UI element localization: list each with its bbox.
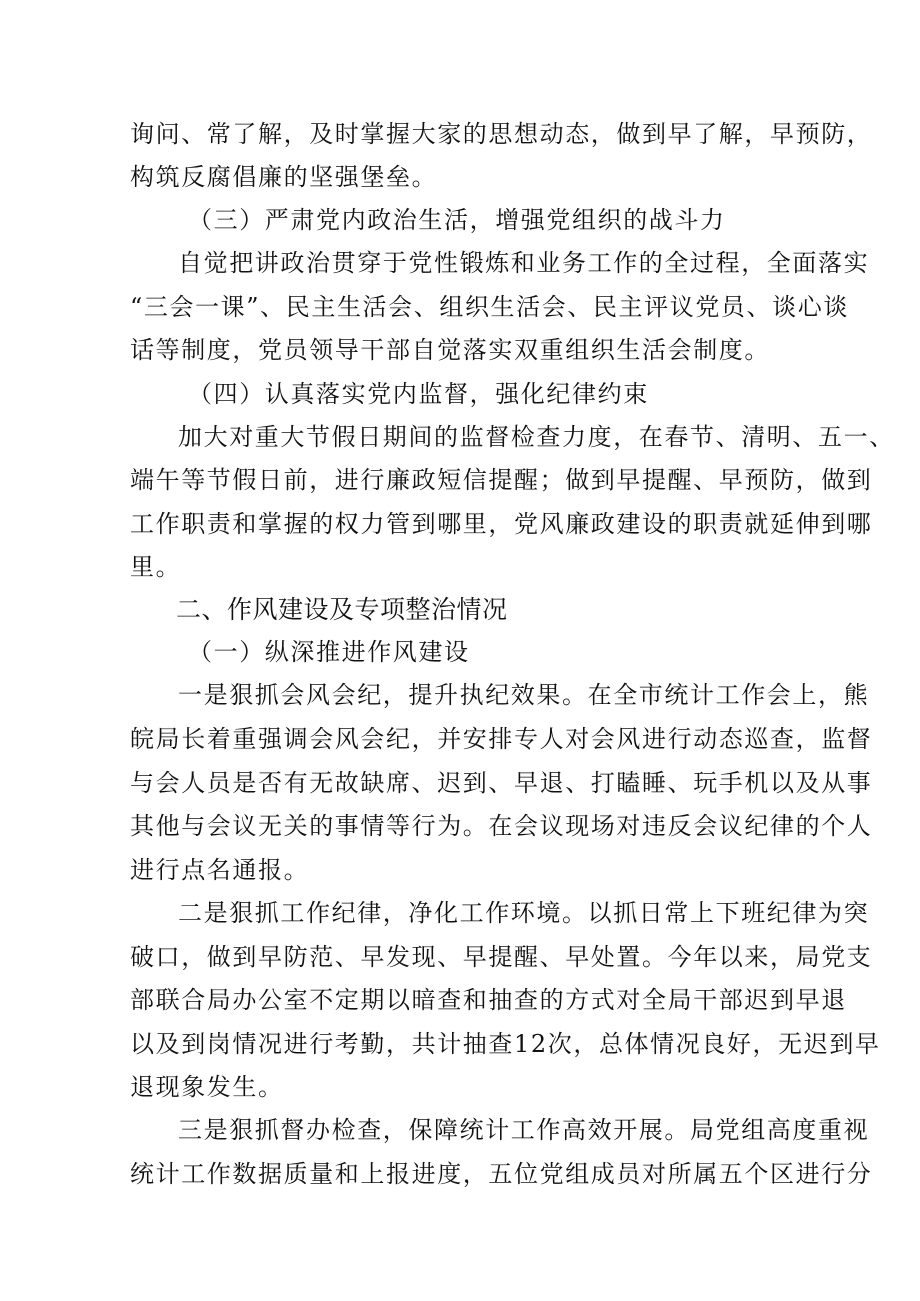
section-heading: 二、作风建设及专项整治情况 — [176, 595, 508, 624]
body-text-line: 一是狠抓会风会纪，提升执纪效果。在全市统计工作会上，熊 — [178, 681, 870, 709]
body-text-line: 工作职责和掌握的权力管到哪里，党风廉政建设的职责就延伸到哪 — [130, 510, 873, 538]
body-text-line: 与会人员是否有无故缺席、迟到、早退、打瞌睡、玩手机以及从事 — [130, 769, 873, 797]
body-text-line: 其他与会议无关的事情等行为。在会议现场对违反会议纪律的个人 — [130, 812, 873, 840]
body-text-line: 统计工作数据质量和上报进度，五位党组成员对所属五个区进行分 — [130, 1160, 873, 1188]
body-text-line: 破口，做到早防范、早发现、早提醒、早处置。今年以来，局党支 — [130, 943, 873, 971]
body-text-line: 部联合局办公室不定期以暗查和抽查的方式对全局干部迟到早退 — [130, 986, 847, 1014]
body-text-line: 三是狠抓督办检查，保障统计工作高效开展。局党组高度重视 — [178, 1116, 870, 1144]
body-text-line: 询问、常了解，及时掌握大家的思想动态，做到早了解，早预防， — [130, 120, 873, 148]
body-text-line: “三会一课”、民主生活会、组织生活会、民主评议党员、谈心谈 — [130, 293, 849, 321]
section-subheading: （四）认真落实党内监督，强化纪律约束 — [188, 380, 649, 408]
section-subheading: （三）严肃党内政治生活，增强党组织的战斗力 — [188, 206, 726, 234]
body-text-line: 进行点名通报。 — [130, 856, 310, 884]
body-text-line: 皖局长着重强调会风会纪，并安排专人对会风进行动态巡查，监督 — [130, 725, 873, 753]
body-text-line: 自觉把讲政治贯穿于党性锻炼和业务工作的全过程，全面落实 — [178, 249, 870, 277]
body-text-line: 以及到岗情况进行考勤，共计抽查12次，总体情况良好，无迟到早 — [130, 1030, 881, 1058]
body-text-line: 端午等节假日前，进行廉政短信提醒；做到早提醒、早预防，做到 — [130, 466, 873, 494]
body-text-line: 退现象发生。 — [130, 1073, 284, 1101]
section-subheading: （一）纵深推进作风建设 — [188, 638, 470, 666]
body-text-line: 里。 — [130, 553, 182, 581]
body-text-line: 二是狠抓工作纪律，净化工作环境。以抓日常上下班纪律为突 — [178, 899, 870, 927]
body-text-line: 构筑反腐倡廉的坚强堡垒。 — [130, 163, 438, 191]
body-text-line: 话等制度，党员领导干部自觉落实双重组织生活会制度。 — [130, 336, 770, 364]
body-text-line: 加大对重大节假日期间的监督检查力度，在春节、清明、五一、 — [178, 423, 895, 451]
